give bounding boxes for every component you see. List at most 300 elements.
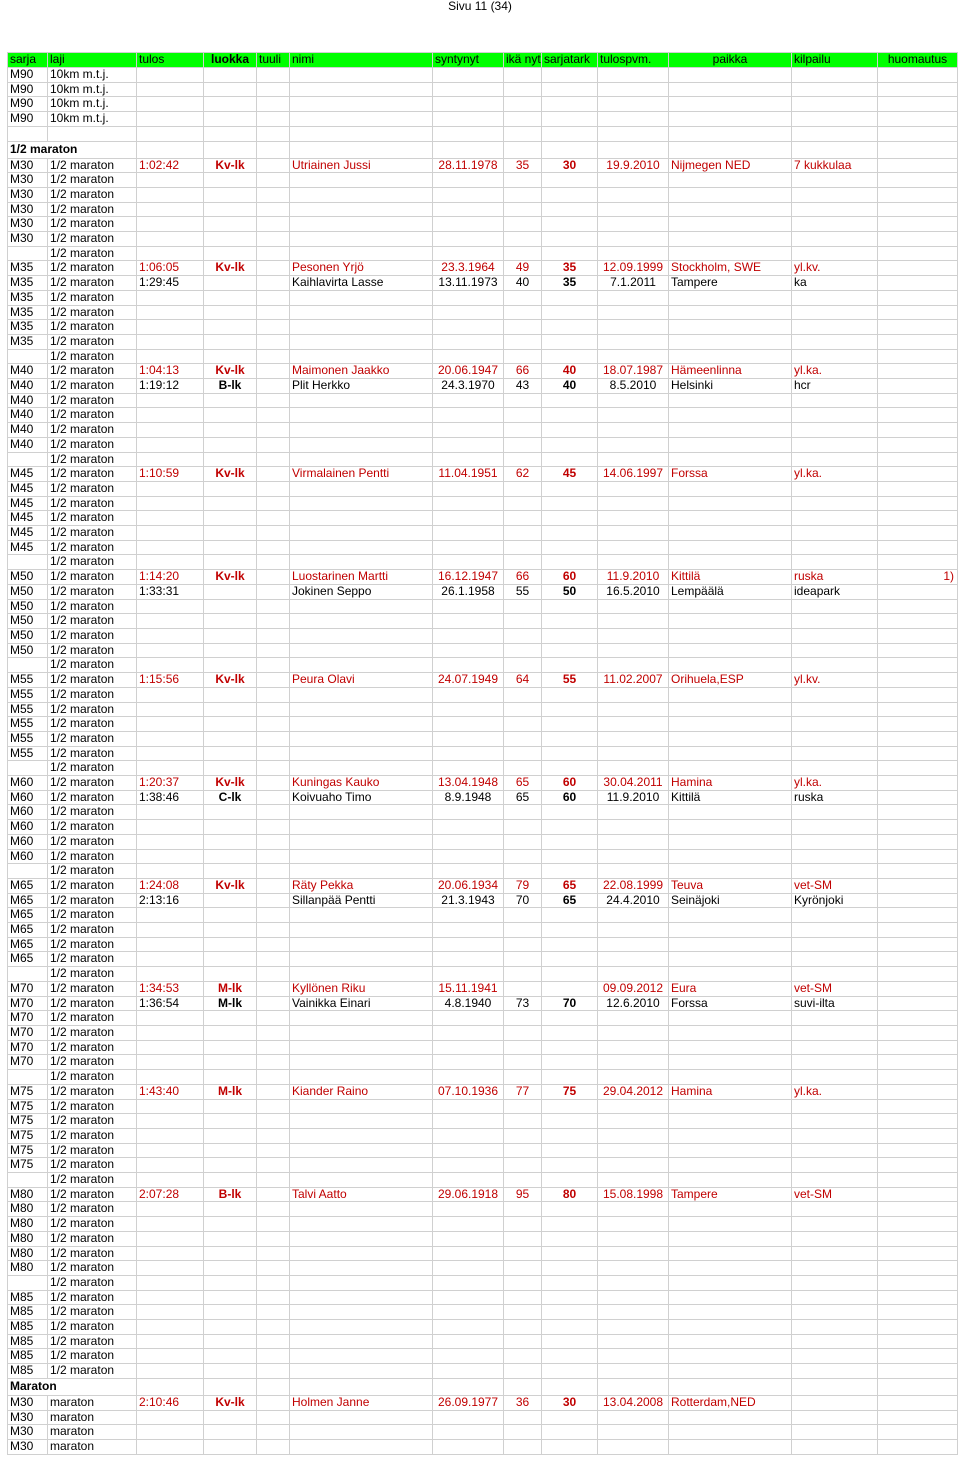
cell-tulos[interactable] bbox=[137, 290, 204, 305]
cell-sarja[interactable] bbox=[8, 761, 48, 776]
cell-sarjatark[interactable]: 40 bbox=[542, 364, 598, 379]
cell-ika[interactable] bbox=[504, 246, 542, 261]
cell-ika[interactable] bbox=[504, 761, 542, 776]
cell-tuuli[interactable] bbox=[257, 511, 290, 526]
cell-luokka[interactable] bbox=[204, 112, 257, 127]
cell-kilpailu[interactable] bbox=[792, 511, 878, 526]
cell-tulos[interactable] bbox=[137, 1158, 204, 1173]
cell-luokka[interactable] bbox=[204, 511, 257, 526]
cell-nimi[interactable] bbox=[290, 908, 433, 923]
cell-kilpailu[interactable]: Kyrönjoki bbox=[792, 893, 878, 908]
cell-tulos[interactable] bbox=[137, 614, 204, 629]
cell-laji[interactable]: 1/2 maraton bbox=[48, 540, 137, 555]
cell-paikka[interactable] bbox=[669, 952, 792, 967]
cell-laji[interactable]: 1/2 maraton bbox=[48, 555, 137, 570]
cell-luokka[interactable] bbox=[204, 599, 257, 614]
cell-tuuli[interactable] bbox=[257, 1395, 290, 1410]
cell-laji[interactable]: 1/2 maraton bbox=[48, 276, 137, 291]
cell-paikka[interactable] bbox=[669, 1070, 792, 1085]
cell-nimi[interactable] bbox=[290, 290, 433, 305]
cell-kilpailu[interactable] bbox=[792, 1395, 878, 1410]
cell-syntynyt[interactable] bbox=[433, 1025, 504, 1040]
cell-sarjatark[interactable] bbox=[542, 1099, 598, 1114]
cell-kilpailu[interactable] bbox=[792, 112, 878, 127]
cell-nimi[interactable] bbox=[290, 702, 433, 717]
cell-tuuli[interactable] bbox=[257, 1187, 290, 1202]
cell-tulospvm[interactable] bbox=[598, 1173, 669, 1188]
cell-tulospvm[interactable] bbox=[598, 1099, 669, 1114]
cell-nimi[interactable]: Pesonen Yrjö bbox=[290, 261, 433, 276]
cell-kilpailu[interactable] bbox=[792, 555, 878, 570]
cell-sarjatark[interactable] bbox=[542, 68, 598, 83]
cell-sarjatark[interactable]: 65 bbox=[542, 878, 598, 893]
cell-sarja[interactable]: M30 bbox=[8, 1410, 48, 1425]
cell-syntynyt[interactable] bbox=[433, 408, 504, 423]
cell-ika[interactable] bbox=[504, 349, 542, 364]
cell-tuuli[interactable] bbox=[257, 158, 290, 173]
cell-huomautus[interactable] bbox=[878, 1070, 958, 1085]
cell-luokka[interactable] bbox=[204, 1290, 257, 1305]
cell-sarja[interactable]: M65 bbox=[8, 893, 48, 908]
cell-tulos[interactable] bbox=[137, 437, 204, 452]
cell-sarjatark[interactable] bbox=[542, 349, 598, 364]
cell-tuuli[interactable] bbox=[257, 1158, 290, 1173]
cell-tulospvm[interactable] bbox=[598, 805, 669, 820]
cell-sarja[interactable]: M50 bbox=[8, 584, 48, 599]
cell-tulospvm[interactable]: 09.09.2012 bbox=[598, 981, 669, 996]
cell-sarjatark[interactable] bbox=[542, 1261, 598, 1276]
cell-huomautus[interactable] bbox=[878, 1349, 958, 1364]
cell-luokka[interactable] bbox=[204, 1158, 257, 1173]
cell-ika[interactable] bbox=[504, 1158, 542, 1173]
cell-nimi[interactable] bbox=[290, 68, 433, 83]
cell-ika[interactable] bbox=[504, 629, 542, 644]
cell-laji[interactable]: 1/2 maraton bbox=[48, 261, 137, 276]
cell-huomautus[interactable] bbox=[878, 1055, 958, 1070]
cell-syntynyt[interactable]: 26.1.1958 bbox=[433, 584, 504, 599]
cell-sarjatark[interactable] bbox=[542, 746, 598, 761]
cell-sarja[interactable] bbox=[8, 1275, 48, 1290]
cell-nimi[interactable] bbox=[290, 658, 433, 673]
cell-sarja[interactable] bbox=[8, 246, 48, 261]
cell-tulos[interactable] bbox=[137, 923, 204, 938]
cell-laji[interactable]: 1/2 maraton bbox=[48, 1275, 137, 1290]
cell-tuuli[interactable] bbox=[257, 423, 290, 438]
cell-syntynyt[interactable] bbox=[433, 937, 504, 952]
cell-tuuli[interactable] bbox=[257, 112, 290, 127]
cell-luokka[interactable] bbox=[204, 1099, 257, 1114]
cell-luokka[interactable] bbox=[204, 761, 257, 776]
cell-sarjatark[interactable] bbox=[542, 937, 598, 952]
cell-tulos[interactable]: 1:10:59 bbox=[137, 467, 204, 482]
cell-tulospvm[interactable]: 19.9.2010 bbox=[598, 158, 669, 173]
cell-syntynyt[interactable]: 24.3.1970 bbox=[433, 379, 504, 394]
cell-laji[interactable]: 10km m.t.j. bbox=[48, 112, 137, 127]
cell-syntynyt[interactable] bbox=[433, 1305, 504, 1320]
cell-nimi[interactable]: Virmalainen Pentti bbox=[290, 467, 433, 482]
cell-huomautus[interactable] bbox=[878, 1320, 958, 1335]
cell-paikka[interactable] bbox=[669, 1217, 792, 1232]
cell-huomautus[interactable] bbox=[878, 1275, 958, 1290]
cell-kilpailu[interactable] bbox=[792, 1261, 878, 1276]
cell-syntynyt[interactable] bbox=[433, 1040, 504, 1055]
cell-sarja[interactable]: M45 bbox=[8, 511, 48, 526]
cell-huomautus[interactable] bbox=[878, 1261, 958, 1276]
cell-nimi[interactable] bbox=[290, 1349, 433, 1364]
cell-laji[interactable]: 1/2 maraton bbox=[48, 1084, 137, 1099]
cell-kilpailu[interactable] bbox=[792, 540, 878, 555]
cell-paikka[interactable] bbox=[669, 1128, 792, 1143]
cell-sarjatark[interactable] bbox=[542, 555, 598, 570]
cell-tulos[interactable] bbox=[137, 496, 204, 511]
cell-tuuli[interactable] bbox=[257, 408, 290, 423]
cell-huomautus[interactable] bbox=[878, 246, 958, 261]
cell-syntynyt[interactable] bbox=[433, 599, 504, 614]
cell-tuuli[interactable] bbox=[257, 1173, 290, 1188]
cell-sarjatark[interactable]: 75 bbox=[542, 1084, 598, 1099]
cell-tulos[interactable] bbox=[137, 643, 204, 658]
cell-tuuli[interactable] bbox=[257, 878, 290, 893]
cell-huomautus[interactable] bbox=[878, 540, 958, 555]
cell-tulospvm[interactable]: 16.5.2010 bbox=[598, 584, 669, 599]
cell-tuuli[interactable] bbox=[257, 305, 290, 320]
cell-paikka[interactable] bbox=[669, 68, 792, 83]
cell-laji[interactable]: 1/2 maraton bbox=[48, 217, 137, 232]
cell-nimi[interactable] bbox=[290, 82, 433, 97]
cell-nimi[interactable] bbox=[290, 1202, 433, 1217]
cell-luokka[interactable] bbox=[204, 1261, 257, 1276]
cell-tuuli[interactable] bbox=[257, 173, 290, 188]
cell-sarjatark[interactable] bbox=[542, 805, 598, 820]
cell-sarja[interactable]: M55 bbox=[8, 702, 48, 717]
cell-huomautus[interactable] bbox=[878, 276, 958, 291]
cell-laji[interactable]: 1/2 maraton bbox=[48, 614, 137, 629]
cell-ika[interactable] bbox=[504, 97, 542, 112]
cell-sarjatark[interactable] bbox=[542, 187, 598, 202]
cell-tulospvm[interactable]: 30.04.2011 bbox=[598, 776, 669, 791]
cell-paikka[interactable] bbox=[669, 805, 792, 820]
cell-tulos[interactable] bbox=[137, 1320, 204, 1335]
cell-syntynyt[interactable] bbox=[433, 1202, 504, 1217]
cell-tuuli[interactable] bbox=[257, 217, 290, 232]
cell-syntynyt[interactable] bbox=[433, 97, 504, 112]
cell-tulospvm[interactable] bbox=[598, 923, 669, 938]
cell-tulospvm[interactable]: 15.08.1998 bbox=[598, 1187, 669, 1202]
cell-laji[interactable]: 1/2 maraton bbox=[48, 423, 137, 438]
cell-ika[interactable] bbox=[504, 1364, 542, 1379]
cell-tulos[interactable] bbox=[137, 1246, 204, 1261]
cell-sarja[interactable]: M60 bbox=[8, 834, 48, 849]
cell-tulospvm[interactable] bbox=[598, 1011, 669, 1026]
cell-tuuli[interactable] bbox=[257, 555, 290, 570]
cell-luokka[interactable] bbox=[204, 1246, 257, 1261]
cell-kilpailu[interactable]: hcr bbox=[792, 379, 878, 394]
cell-kilpailu[interactable] bbox=[792, 1128, 878, 1143]
cell-paikka[interactable] bbox=[669, 702, 792, 717]
cell-tulos[interactable] bbox=[137, 746, 204, 761]
cell-syntynyt[interactable] bbox=[433, 437, 504, 452]
cell-luokka[interactable] bbox=[204, 1143, 257, 1158]
cell-luokka[interactable] bbox=[204, 187, 257, 202]
cell-tulos[interactable] bbox=[137, 834, 204, 849]
cell-luokka[interactable] bbox=[204, 555, 257, 570]
cell-tulospvm[interactable] bbox=[598, 1231, 669, 1246]
cell-kilpailu[interactable] bbox=[792, 1425, 878, 1440]
cell-nimi[interactable]: Räty Pekka bbox=[290, 878, 433, 893]
cell-tulos[interactable] bbox=[137, 1114, 204, 1129]
cell-ika[interactable] bbox=[504, 1202, 542, 1217]
cell-tulospvm[interactable] bbox=[598, 658, 669, 673]
cell-ika[interactable]: 64 bbox=[504, 673, 542, 688]
cell-tulos[interactable] bbox=[137, 246, 204, 261]
cell-sarja[interactable]: M30 bbox=[8, 1425, 48, 1440]
cell-sarja[interactable]: M80 bbox=[8, 1261, 48, 1276]
cell-kilpailu[interactable] bbox=[792, 599, 878, 614]
cell-tulos[interactable] bbox=[137, 540, 204, 555]
cell-sarja[interactable]: M35 bbox=[8, 305, 48, 320]
cell-sarjatark[interactable] bbox=[542, 820, 598, 835]
cell-sarjatark[interactable] bbox=[542, 217, 598, 232]
cell-ika[interactable]: 36 bbox=[504, 1395, 542, 1410]
col-header[interactable]: syntynyt bbox=[433, 53, 504, 68]
cell-nimi[interactable] bbox=[290, 1425, 433, 1440]
cell-laji[interactable]: 1/2 maraton bbox=[48, 496, 137, 511]
cell-tulos[interactable] bbox=[137, 687, 204, 702]
cell-tulospvm[interactable] bbox=[598, 246, 669, 261]
cell-paikka[interactable] bbox=[669, 849, 792, 864]
cell-syntynyt[interactable] bbox=[433, 320, 504, 335]
cell-nimi[interactable] bbox=[290, 820, 433, 835]
cell-huomautus[interactable] bbox=[878, 599, 958, 614]
cell-tuuli[interactable] bbox=[257, 290, 290, 305]
cell-tulos[interactable] bbox=[137, 731, 204, 746]
cell-ika[interactable]: 49 bbox=[504, 261, 542, 276]
cell-nimi[interactable] bbox=[290, 526, 433, 541]
cell-syntynyt[interactable] bbox=[433, 423, 504, 438]
cell-syntynyt[interactable] bbox=[433, 1334, 504, 1349]
cell-luokka[interactable]: Kv-lk bbox=[204, 467, 257, 482]
cell-tulos[interactable] bbox=[137, 202, 204, 217]
cell-luokka[interactable] bbox=[204, 82, 257, 97]
cell-paikka[interactable]: Forssa bbox=[669, 467, 792, 482]
cell-ika[interactable] bbox=[504, 967, 542, 982]
cell-tulospvm[interactable] bbox=[598, 423, 669, 438]
cell-nimi[interactable] bbox=[290, 217, 433, 232]
cell-sarjatark[interactable]: 60 bbox=[542, 790, 598, 805]
cell-nimi[interactable] bbox=[290, 1275, 433, 1290]
cell-tulos[interactable] bbox=[137, 1202, 204, 1217]
cell-huomautus[interactable] bbox=[878, 629, 958, 644]
cell-tuuli[interactable] bbox=[257, 937, 290, 952]
cell-syntynyt[interactable] bbox=[433, 217, 504, 232]
cell-kilpailu[interactable]: yl.ka. bbox=[792, 467, 878, 482]
cell-ika[interactable] bbox=[504, 1261, 542, 1276]
cell-paikka[interactable] bbox=[669, 1320, 792, 1335]
cell-laji[interactable]: 1/2 maraton bbox=[48, 849, 137, 864]
cell-tulos[interactable] bbox=[137, 952, 204, 967]
empty-cell[interactable] bbox=[504, 141, 542, 158]
cell-huomautus[interactable] bbox=[878, 261, 958, 276]
cell-tulospvm[interactable] bbox=[598, 761, 669, 776]
cell-huomautus[interactable] bbox=[878, 923, 958, 938]
cell-ika[interactable] bbox=[504, 1275, 542, 1290]
cell-paikka[interactable] bbox=[669, 908, 792, 923]
cell-tuuli[interactable] bbox=[257, 1320, 290, 1335]
cell-syntynyt[interactable]: 29.06.1918 bbox=[433, 1187, 504, 1202]
cell-tuuli[interactable] bbox=[257, 1425, 290, 1440]
cell-sarjatark[interactable] bbox=[542, 1114, 598, 1129]
cell-huomautus[interactable] bbox=[878, 658, 958, 673]
cell-sarjatark[interactable] bbox=[542, 1202, 598, 1217]
cell-tulos[interactable] bbox=[137, 423, 204, 438]
cell-paikka[interactable]: Forssa bbox=[669, 996, 792, 1011]
cell-laji[interactable]: 1/2 maraton bbox=[48, 334, 137, 349]
cell-sarjatark[interactable] bbox=[542, 1128, 598, 1143]
cell-tulos[interactable]: 1:38:46 bbox=[137, 790, 204, 805]
cell-tulospvm[interactable] bbox=[598, 540, 669, 555]
cell-luokka[interactable]: M-lk bbox=[204, 1084, 257, 1099]
cell-huomautus[interactable] bbox=[878, 1173, 958, 1188]
cell-tulospvm[interactable]: 29.04.2012 bbox=[598, 1084, 669, 1099]
cell-paikka[interactable]: Hamina bbox=[669, 1084, 792, 1099]
cell-laji[interactable]: 1/2 maraton bbox=[48, 952, 137, 967]
cell-sarjatark[interactable] bbox=[542, 202, 598, 217]
cell-tulospvm[interactable] bbox=[598, 746, 669, 761]
cell-tulos[interactable] bbox=[137, 217, 204, 232]
cell-sarja[interactable]: M75 bbox=[8, 1084, 48, 1099]
cell-tulos[interactable] bbox=[137, 232, 204, 247]
cell-luokka[interactable] bbox=[204, 1364, 257, 1379]
cell-luokka[interactable] bbox=[204, 923, 257, 938]
cell-paikka[interactable] bbox=[669, 643, 792, 658]
cell-sarjatark[interactable] bbox=[542, 423, 598, 438]
empty-cell[interactable] bbox=[257, 141, 290, 158]
cell-tuuli[interactable] bbox=[257, 526, 290, 541]
cell-kilpailu[interactable] bbox=[792, 1439, 878, 1454]
cell-tulos[interactable] bbox=[137, 1025, 204, 1040]
cell-huomautus[interactable] bbox=[878, 511, 958, 526]
cell-ika[interactable]: 65 bbox=[504, 790, 542, 805]
cell-huomautus[interactable] bbox=[878, 1410, 958, 1425]
cell-syntynyt[interactable] bbox=[433, 1425, 504, 1440]
cell-huomautus[interactable] bbox=[878, 805, 958, 820]
cell-tuuli[interactable] bbox=[257, 731, 290, 746]
cell-tuuli[interactable] bbox=[257, 187, 290, 202]
cell-sarja[interactable]: M45 bbox=[8, 496, 48, 511]
empty-cell[interactable] bbox=[433, 141, 504, 158]
empty-cell[interactable] bbox=[137, 141, 204, 158]
cell-ika[interactable] bbox=[504, 320, 542, 335]
cell-tulos[interactable] bbox=[137, 908, 204, 923]
cell-sarjatark[interactable] bbox=[542, 126, 598, 141]
cell-tulos[interactable] bbox=[137, 849, 204, 864]
cell-ika[interactable] bbox=[504, 526, 542, 541]
cell-nimi[interactable]: Holmen Janne bbox=[290, 1395, 433, 1410]
cell-tulospvm[interactable] bbox=[598, 629, 669, 644]
cell-nimi[interactable] bbox=[290, 1025, 433, 1040]
cell-sarjatark[interactable] bbox=[542, 702, 598, 717]
cell-paikka[interactable] bbox=[669, 746, 792, 761]
cell-sarja[interactable]: M55 bbox=[8, 717, 48, 732]
cell-syntynyt[interactable]: 21.3.1943 bbox=[433, 893, 504, 908]
cell-kilpailu[interactable] bbox=[792, 187, 878, 202]
cell-nimi[interactable] bbox=[290, 320, 433, 335]
cell-tulos[interactable]: 2:07:28 bbox=[137, 1187, 204, 1202]
cell-sarjatark[interactable] bbox=[542, 452, 598, 467]
cell-nimi[interactable] bbox=[290, 1128, 433, 1143]
cell-huomautus[interactable] bbox=[878, 1217, 958, 1232]
cell-ika[interactable] bbox=[504, 305, 542, 320]
cell-syntynyt[interactable] bbox=[433, 1231, 504, 1246]
cell-tulos[interactable] bbox=[137, 1099, 204, 1114]
cell-sarja[interactable]: M40 bbox=[8, 423, 48, 438]
cell-ika[interactable] bbox=[504, 614, 542, 629]
cell-huomautus[interactable] bbox=[878, 467, 958, 482]
cell-luokka[interactable]: C-lk bbox=[204, 790, 257, 805]
cell-tulos[interactable]: 1:20:37 bbox=[137, 776, 204, 791]
cell-ika[interactable]: 73 bbox=[504, 996, 542, 1011]
cell-tulospvm[interactable] bbox=[598, 1070, 669, 1085]
cell-kilpailu[interactable] bbox=[792, 1275, 878, 1290]
cell-kilpailu[interactable] bbox=[792, 452, 878, 467]
cell-tuuli[interactable] bbox=[257, 820, 290, 835]
cell-kilpailu[interactable] bbox=[792, 349, 878, 364]
cell-sarja[interactable]: M55 bbox=[8, 687, 48, 702]
cell-tulospvm[interactable] bbox=[598, 687, 669, 702]
cell-sarjatark[interactable] bbox=[542, 305, 598, 320]
cell-huomautus[interactable] bbox=[878, 97, 958, 112]
cell-tulos[interactable] bbox=[137, 1275, 204, 1290]
cell-tulospvm[interactable] bbox=[598, 1025, 669, 1040]
col-header[interactable]: sarjatark bbox=[542, 53, 598, 68]
cell-sarja[interactable]: M75 bbox=[8, 1114, 48, 1129]
cell-kilpailu[interactable] bbox=[792, 1011, 878, 1026]
cell-kilpailu[interactable] bbox=[792, 834, 878, 849]
empty-cell[interactable] bbox=[598, 141, 669, 158]
cell-syntynyt[interactable] bbox=[433, 908, 504, 923]
cell-sarjatark[interactable] bbox=[542, 1349, 598, 1364]
cell-syntynyt[interactable] bbox=[433, 1099, 504, 1114]
cell-huomautus[interactable] bbox=[878, 202, 958, 217]
cell-laji[interactable]: 1/2 maraton bbox=[48, 805, 137, 820]
cell-huomautus[interactable] bbox=[878, 937, 958, 952]
cell-sarjatark[interactable]: 60 bbox=[542, 570, 598, 585]
cell-ika[interactable] bbox=[504, 820, 542, 835]
cell-paikka[interactable] bbox=[669, 452, 792, 467]
cell-sarja[interactable]: M80 bbox=[8, 1217, 48, 1232]
cell-nimi[interactable] bbox=[290, 1055, 433, 1070]
cell-sarja[interactable]: M50 bbox=[8, 643, 48, 658]
cell-kilpailu[interactable] bbox=[792, 1070, 878, 1085]
cell-huomautus[interactable] bbox=[878, 996, 958, 1011]
cell-nimi[interactable]: Kiander Raino bbox=[290, 1084, 433, 1099]
cell-tuuli[interactable] bbox=[257, 746, 290, 761]
cell-sarja[interactable]: M90 bbox=[8, 82, 48, 97]
cell-tuuli[interactable] bbox=[257, 643, 290, 658]
cell-ika[interactable] bbox=[504, 1128, 542, 1143]
cell-kilpailu[interactable] bbox=[792, 1202, 878, 1217]
cell-huomautus[interactable] bbox=[878, 834, 958, 849]
cell-tulospvm[interactable] bbox=[598, 1217, 669, 1232]
cell-ika[interactable] bbox=[504, 68, 542, 83]
cell-syntynyt[interactable] bbox=[433, 126, 504, 141]
cell-nimi[interactable] bbox=[290, 481, 433, 496]
cell-sarja[interactable]: M90 bbox=[8, 97, 48, 112]
cell-syntynyt[interactable]: 28.11.1978 bbox=[433, 158, 504, 173]
cell-huomautus[interactable] bbox=[878, 614, 958, 629]
cell-huomautus[interactable] bbox=[878, 893, 958, 908]
cell-luokka[interactable] bbox=[204, 1275, 257, 1290]
